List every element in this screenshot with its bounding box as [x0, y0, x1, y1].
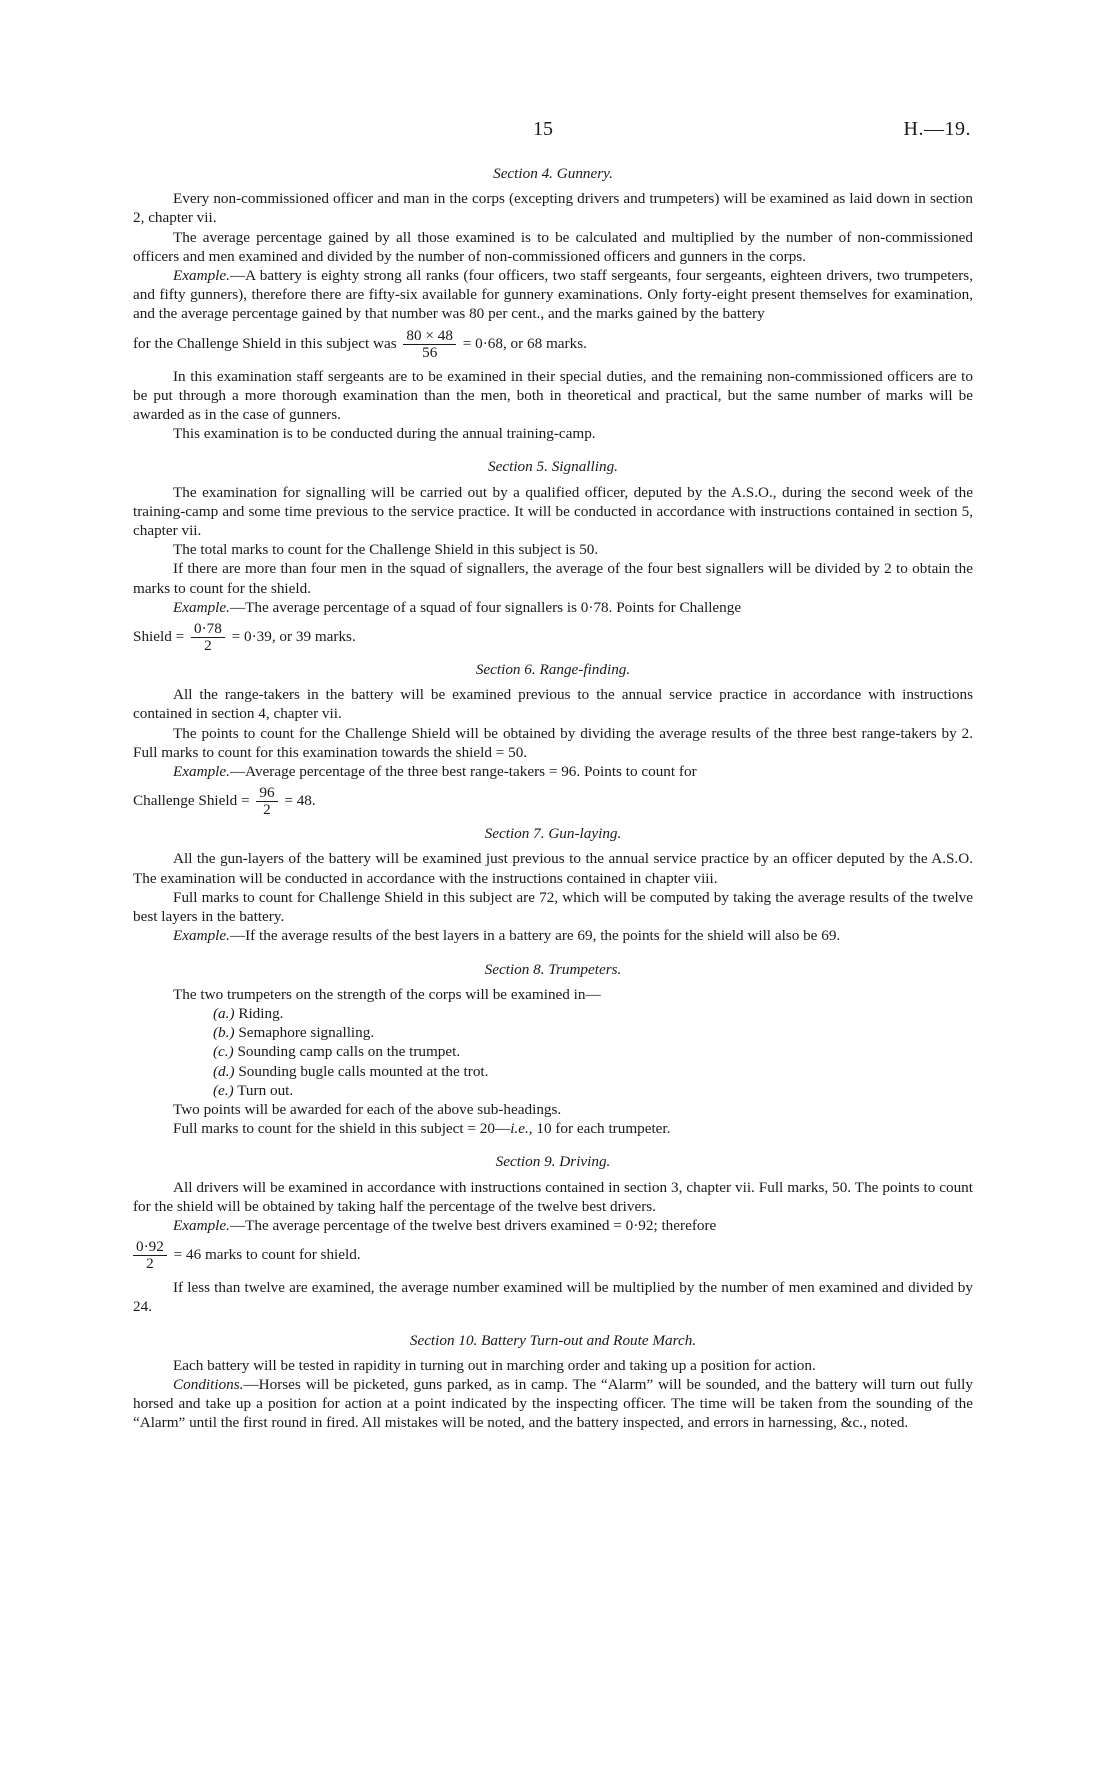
section-7-example [133, 926, 973, 945]
trumpeter-subjects-list [133, 1004, 973, 1100]
text-fragment-italic: i.e., [510, 1120, 533, 1138]
section-10-conditions [133, 1375, 973, 1433]
fraction-denominator: 2 [204, 637, 212, 655]
section-5-paragraph: If there are more than four men in the squad of signallers, the average of the four best signallers will be divided by 2 to obtain the marks to count for the shield. [133, 560, 973, 597]
section-10-heading: Section 10. Battery Turn-out and Route March. [409, 1331, 697, 1349]
fraction-denominator: 2 [263, 801, 271, 819]
section-8-heading: Section 8. Trumpeters. [484, 960, 622, 978]
page-header [133, 112, 973, 152]
section-8-paragraph: Two points will be awarded for each of the above sub-headings. [173, 1100, 562, 1118]
item-text: Riding. [238, 1004, 284, 1022]
section-9-paragraph: If less than twelve are examined, the average number examined will be multiplied by the number of men examined and divided by 24. [133, 1279, 973, 1316]
section-5-formula [133, 621, 973, 654]
section-7-paragraph: All the gun-layers of the battery will be examined just previous to the annual service practice by an officer deputed by the A.S.O. The examination will be conducted in accordance with the instructions contained in chapter viii. [133, 850, 973, 887]
example-label: Example. [173, 763, 230, 781]
fraction-numerator: 80 × 48 [403, 328, 456, 345]
example-text: —If the average results of the best layers in a battery are 69, the points for the shield will also be 69. [229, 927, 841, 945]
section-10-paragraph: Each battery will be tested in rapidity in turning out in marching order and taking up a position for action. [173, 1356, 816, 1374]
formula-prefix: Challenge Shield = [133, 792, 250, 810]
section-9-heading: Section 9. Driving. [495, 1153, 611, 1171]
section-4-paragraph: The average percentage gained by all those examined is to be calculated and multiplied by the number of non-commissioned officers and men examined and divided by the number of non-commissioned officers and gunners in the corps. [133, 228, 973, 265]
list-item [213, 1062, 973, 1081]
fraction-denominator: 2 [146, 1255, 154, 1273]
item-mark: (e.) [213, 1081, 234, 1099]
text-fragment: Full marks to count for the shield in this subject = 20— [173, 1120, 511, 1138]
list-item [213, 1004, 973, 1023]
fraction [191, 621, 225, 654]
section-4-paragraph: This examination is to be conducted during the annual training-camp. [173, 425, 596, 443]
section-5-example [133, 598, 973, 617]
section-4-heading: Section 4. Gunnery. [493, 165, 613, 182]
section-5-paragraph: The total marks to count for the Challenge Shield in this subject is 50. [173, 541, 599, 559]
example-text: —Average percentage of the three best range-takers = 96. Points to count for [229, 763, 697, 781]
fraction-numerator: 0·78 [191, 621, 225, 638]
section-6-formula [133, 785, 973, 818]
fraction-numerator: 96 [256, 785, 277, 802]
formula-prefix: for the Challenge Shield in this subject was [133, 334, 397, 352]
item-mark: (c.) [213, 1043, 234, 1061]
list-item [213, 1042, 973, 1061]
fraction-numerator: 0·92 [133, 1239, 167, 1256]
section-6-heading: Section 6. Range-finding. [475, 661, 631, 679]
section-6-paragraph: All the range-takers in the battery will be examined previous to the annual service practice in accordance with instructions contained in section 4, chapter vii. [133, 686, 973, 723]
section-6-example [133, 762, 973, 781]
page-number: 15 [533, 118, 553, 140]
section-4-example [133, 266, 973, 324]
section-9-paragraph: All drivers will be examined in accordance with instructions contained in section 3, chapter vii. Full marks, 50. The points to count for the shield will be obtained by taking half the percentage of the twelve best drivers. [133, 1178, 973, 1215]
item-text: Sounding bugle calls mounted at the trot. [238, 1062, 489, 1080]
item-text: Sounding camp calls on the trumpet. [237, 1043, 461, 1061]
fraction-denominator: 56 [422, 343, 438, 361]
section-5-heading: Section 5. Signalling. [488, 458, 618, 476]
example-text: —The average percentage of a squad of four signallers is 0·78. Points for Challenge [229, 598, 742, 616]
example-label: Example. [173, 1216, 230, 1234]
section-4-paragraph: Every non-commissioned officer and man in the corps (excepting drivers and trumpeters) will be examined as laid down in section 2, chapter vii. [133, 190, 973, 227]
section-7-heading: Section 7. Gun-laying. [484, 825, 622, 843]
conditions-text: —Horses will be picketed, guns parked, as in camp. The “Alarm” will be sounded, and the battery will turn out fully horsed and take up a position for action at a point indicated by the inspecting officer. The time will be taken from the sounding of the “Alarm” until the first round in fired. All mistakes will be noted, and the battery inspected, and errors in harnessing, &c., noted. [133, 1375, 973, 1432]
section-5-paragraph: The examination for signalling will be carried out by a qualified officer, deputed by the A.S.O., during the second week of the training-camp and some time previous to the service practice. It will be conducted in accordance with instructions contained in section 5, chapter vii. [133, 483, 973, 540]
item-text: Semaphore signalling. [238, 1024, 375, 1042]
section-7-paragraph: Full marks to count for Challenge Shield in this subject are 72, which will be computed by taking the average results of the twelve best layers in the battery. [133, 888, 973, 926]
example-label: Example. [173, 598, 230, 616]
fraction [133, 1239, 167, 1272]
list-item [213, 1081, 973, 1100]
list-item [213, 1023, 973, 1042]
section-6-paragraph: The points to count for the Challenge Shield will be obtained by dividing the average results of the three best range-takers by 2. Full marks to count for this examination towards the shield = 50. [133, 724, 973, 761]
item-mark: (d.) [213, 1062, 235, 1080]
section-9-formula [133, 1239, 973, 1272]
document-reference: H.—19. [903, 118, 971, 140]
formula-result: = 0·39, or 39 marks. [231, 628, 356, 646]
section-4-paragraph: In this examination staff sergeants are to be examined in their special duties, and the remaining non-commissioned officers are to be put through a more thorough examination than the men, both in theoretical and practical, but the same number of marks will be awarded as in the case of gunners. [133, 367, 973, 424]
formula-prefix: Shield = [133, 628, 185, 646]
page-content [133, 164, 973, 1433]
item-text: Turn out. [237, 1081, 294, 1099]
example-text: —A battery is eighty strong all ranks (four officers, two staff sergeants, four sergeants, eighteen drivers, two trumpeters, and fifty gunners), therefore there are fifty-six available for gunnery examinations. Only forty-eight present themselves for examination, and the average percentage gained by that number was 80 per cent., and the marks gained by the battery [133, 267, 973, 323]
fraction [403, 328, 456, 361]
conditions-label: Conditions. [173, 1375, 244, 1393]
formula-result: = 0·68, or 68 marks. [462, 334, 587, 352]
section-4-formula [133, 328, 973, 361]
text-fragment: 10 for each trumpeter. [532, 1120, 671, 1138]
section-9-example [133, 1216, 973, 1235]
formula-result: = 46 marks to count for shield. [173, 1246, 361, 1264]
fraction [256, 785, 277, 818]
item-mark: (a.) [213, 1004, 235, 1022]
example-text: —The average percentage of the twelve best drivers examined = 0·92; therefore [229, 1216, 717, 1234]
example-label: Example. [173, 267, 230, 285]
example-label: Example. [173, 927, 230, 945]
item-mark: (b.) [213, 1024, 235, 1042]
formula-result: = 48. [284, 792, 316, 810]
section-8-intro: The two trumpeters on the strength of the corps will be examined in— [173, 985, 601, 1003]
section-8-paragraph [133, 1119, 973, 1138]
